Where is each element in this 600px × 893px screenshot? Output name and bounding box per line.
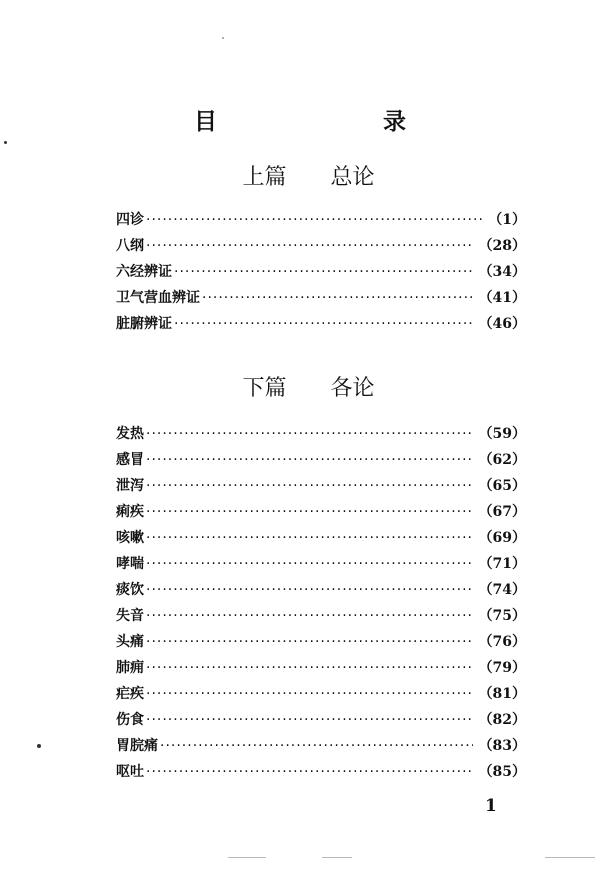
toc-entry-page: （46） — [478, 316, 526, 332]
dot-leader — [146, 473, 473, 499]
toc-entry — [116, 551, 526, 577]
page-number: 1 — [485, 796, 497, 816]
toc-entry-title: 六经辨证 — [116, 264, 172, 280]
toc-entry-page: （76） — [478, 634, 526, 650]
toc-entry-page: （59） — [478, 426, 526, 442]
toc-entry-page: （83） — [478, 738, 526, 754]
scan-speck — [4, 141, 7, 144]
toc-entry-page: （74） — [478, 582, 526, 598]
toc-entry — [116, 499, 526, 525]
toc-entry — [116, 759, 526, 785]
toc-entry-page: （75） — [478, 608, 526, 624]
dot-leader — [146, 681, 473, 707]
toc-list-upper — [116, 207, 526, 337]
toc-entry — [116, 207, 526, 233]
toc-entry-page: （28） — [478, 238, 526, 254]
toc-entry — [116, 447, 526, 473]
dot-leader — [146, 577, 473, 603]
toc-entry — [116, 707, 526, 733]
toc-entry — [116, 655, 526, 681]
toc-entry-title: 痢疾 — [116, 504, 144, 520]
dot-leader — [146, 655, 473, 681]
toc-entry — [116, 629, 526, 655]
toc-entry-page: （67） — [478, 504, 526, 520]
toc-entry-page: （71） — [478, 556, 526, 572]
section-heading-upper: 上篇 总论 — [242, 165, 375, 190]
toc-entry-title: 哮喘 — [116, 556, 144, 572]
dot-leader — [146, 525, 473, 551]
toc-entry — [116, 525, 526, 551]
toc-entry-title: 肺痈 — [116, 660, 144, 676]
toc-entry-title: 头痛 — [116, 634, 144, 650]
dot-leader — [160, 733, 473, 759]
toc-entry-title: 卫气营血辨证 — [116, 290, 200, 306]
toc-entry-title: 脏腑辨证 — [116, 316, 172, 332]
toc-entry-page: （69） — [478, 530, 526, 546]
toc-entry-title: 感冒 — [116, 452, 144, 468]
toc-entry — [116, 233, 526, 259]
dot-leader — [146, 759, 473, 785]
toc-entry — [116, 577, 526, 603]
toc-entry — [116, 603, 526, 629]
toc-entry — [116, 473, 526, 499]
toc-entry — [116, 285, 526, 311]
toc-entry-page: （82） — [478, 712, 526, 728]
toc-entry-page: （81） — [478, 686, 526, 702]
toc-entry-page: （65） — [478, 478, 526, 494]
toc-entry-title: 四诊 — [116, 212, 144, 228]
toc-entry-title: 失音 — [116, 608, 144, 624]
dot-leader — [146, 551, 473, 577]
section-heading-lower: 下篇 各论 — [242, 376, 375, 401]
toc-entry-title: 泄泻 — [116, 478, 144, 494]
toc-entry-page: （62） — [478, 452, 526, 468]
toc-entry-title: 痰饮 — [116, 582, 144, 598]
toc-entry-title: 咳嗽 — [116, 530, 144, 546]
toc-entry-title: 疟疾 — [116, 686, 144, 702]
toc-entry-title: 伤食 — [116, 712, 144, 728]
dot-leader — [202, 285, 473, 311]
toc-entry-title: 胃脘痛 — [116, 738, 158, 754]
scan-mark — [228, 857, 266, 858]
toc-entry-page: （41） — [478, 290, 526, 306]
toc-entry — [116, 733, 526, 759]
dot-leader — [146, 603, 473, 629]
toc-entry — [116, 681, 526, 707]
toc-list-lower — [116, 421, 526, 785]
dot-leader — [146, 421, 473, 447]
toc-entry-page: （34） — [478, 264, 526, 280]
dot-leader — [146, 207, 482, 233]
toc-entry-title: 发热 — [116, 426, 144, 442]
dot-leader — [146, 629, 473, 655]
scan-speck — [222, 37, 224, 39]
toc-entry-page: （85） — [478, 764, 526, 780]
toc-entry-page: （79） — [478, 660, 526, 676]
scan-mark — [545, 857, 595, 858]
dot-leader — [146, 233, 473, 259]
toc-entry-page: （1） — [488, 212, 526, 228]
dot-leader — [174, 259, 473, 285]
dot-leader — [174, 311, 473, 337]
dot-leader — [146, 707, 473, 733]
dot-leader — [146, 499, 473, 525]
toc-entry-title: 八纲 — [116, 238, 144, 254]
dot-leader — [146, 447, 473, 473]
scan-mark — [322, 857, 352, 858]
toc-entry — [116, 311, 526, 337]
toc-entry-title: 呕吐 — [116, 764, 144, 780]
toc-entry — [116, 421, 526, 447]
toc-entry — [116, 259, 526, 285]
scan-speck — [37, 744, 41, 748]
page-title: 目 录 — [194, 109, 446, 135]
